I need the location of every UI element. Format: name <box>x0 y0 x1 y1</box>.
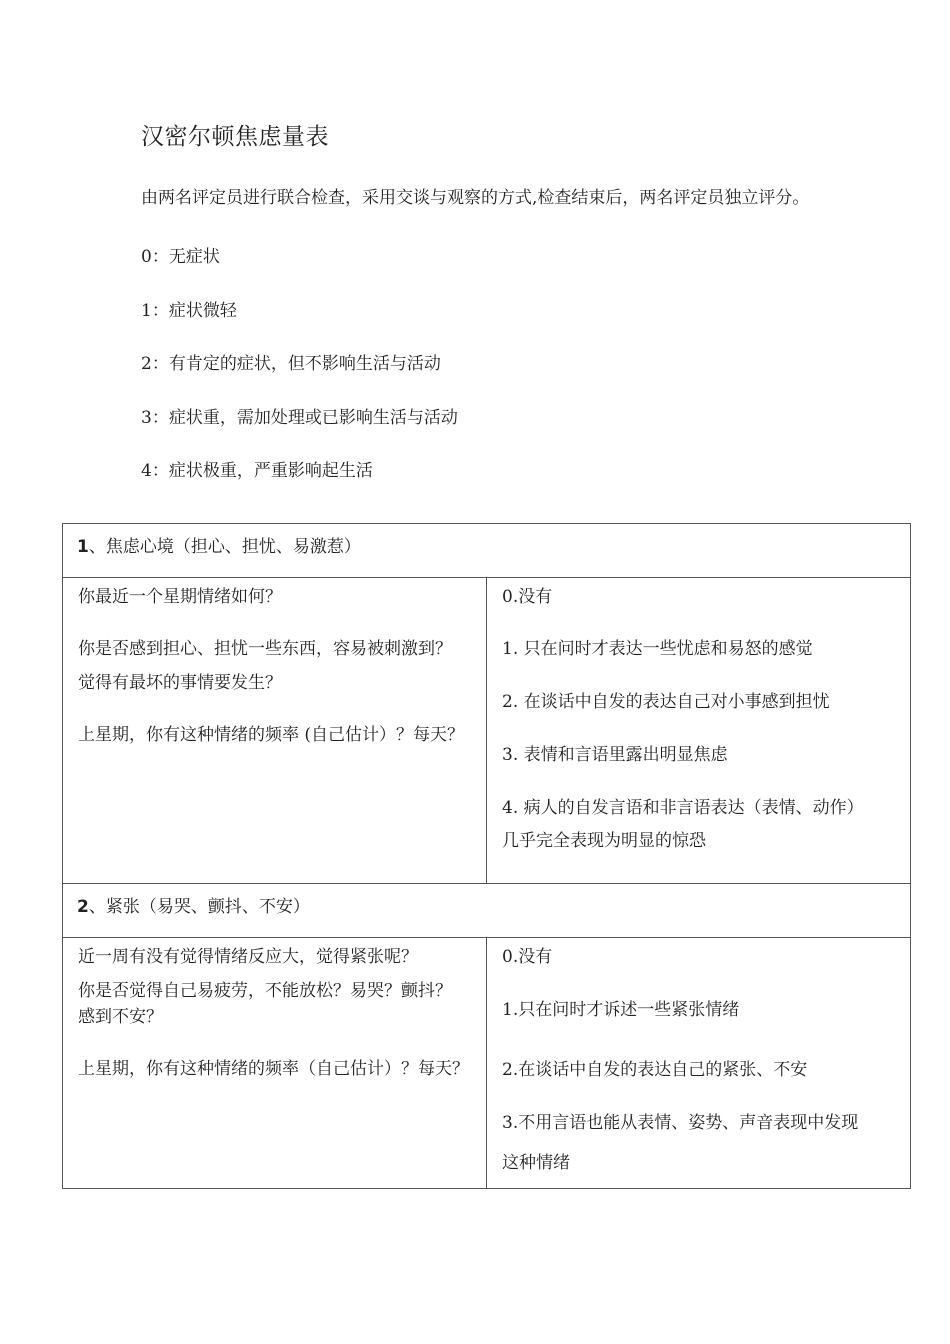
section-2-question-4: 上星期，你有这种情绪的频率（自己估计）？每天？ <box>78 1059 469 1079</box>
section-2-answer-3-cont: 这种情绪 <box>502 1153 570 1173</box>
section-1-answer-0: 0.没有 <box>502 587 553 607</box>
scale-item-1: 1：症状微轻 <box>141 301 237 321</box>
section-2-number: 2 <box>77 897 89 917</box>
section-2-question-2: 你是否觉得自己易疲劳，不能放松？易哭？颤抖？ <box>78 981 452 1001</box>
section-2-body-row <box>63 938 911 1189</box>
section-1-answer-3: 3. 表情和言语里露出明显焦虑 <box>502 745 728 765</box>
section-1-number: 1 <box>77 537 89 557</box>
section-1-heading: 、焦虑心境（担心、担忧、易激惹） <box>88 537 361 557</box>
scale-item-0: 0：无症状 <box>141 247 220 267</box>
intro-paragraph: 由两名评定员进行联合检查，采用交谈与观察的方式,检查结束后，两名评定员独立评分。 <box>141 188 810 208</box>
section-1-questions-cell <box>63 578 487 884</box>
section-1-answer-4-cont: 几乎完全表现为明显的惊恐 <box>502 831 706 851</box>
section-1-question-1: 你最近一个星期情绪如何？ <box>78 587 282 607</box>
scale-item-3: 3：症状重，需加处理或已影响生活与活动 <box>141 408 458 428</box>
section-2-answer-0: 0.没有 <box>502 947 553 967</box>
page-title: 汉密尔顿焦虑量表 <box>141 124 329 150</box>
section-1-answers-cell <box>487 578 911 884</box>
section-1-answer-2: 2. 在谈话中自发的表达自己对小事感到担忧 <box>502 692 830 712</box>
section-2-heading-cell <box>63 884 911 938</box>
rating-table <box>62 523 911 1189</box>
section-1-question-2: 你是否感到担心、担忧一些东西，容易被刺激到？ <box>78 639 452 659</box>
section-1-heading-cell <box>63 524 911 578</box>
section-2-heading-row <box>63 884 911 938</box>
section-1-question-3: 觉得有最坏的事情要发生？ <box>78 673 282 693</box>
section-1-question-4: 上星期，你有这种情绪的频率 (自己估计）？每天？ <box>78 725 465 745</box>
section-2-question-3: 感到不安？ <box>78 1007 163 1027</box>
section-1-answer-1: 1. 只在问时才表达一些忧虑和易怒的感觉 <box>502 639 813 659</box>
section-1-body-row <box>63 578 911 884</box>
section-2-answer-2: 2.在谈话中自发的表达自己的紧张、不安 <box>502 1060 808 1080</box>
section-2-answers-cell <box>487 938 911 1189</box>
section-2-answer-1: 1.只在问时才诉述一些紧张情绪 <box>502 1000 740 1020</box>
section-2-questions-cell <box>63 938 487 1189</box>
section-1-heading-row <box>63 524 911 578</box>
section-1-answer-4: 4. 病人的自发言语和非言语表达（表情、动作） <box>502 798 864 818</box>
scale-item-4: 4：症状极重，严重影响起生活 <box>141 461 373 481</box>
section-2-heading: 、紧张（易哭、颤抖、不安） <box>88 897 310 917</box>
section-2-question-1: 近一周有没有觉得情绪反应大，觉得紧张呢？ <box>78 947 418 967</box>
section-2-answer-3: 3.不用言语也能从表情、姿势、声音表现中发现 <box>502 1113 859 1133</box>
scale-item-2: 2：有肯定的症状，但不影响生活与活动 <box>141 354 441 374</box>
